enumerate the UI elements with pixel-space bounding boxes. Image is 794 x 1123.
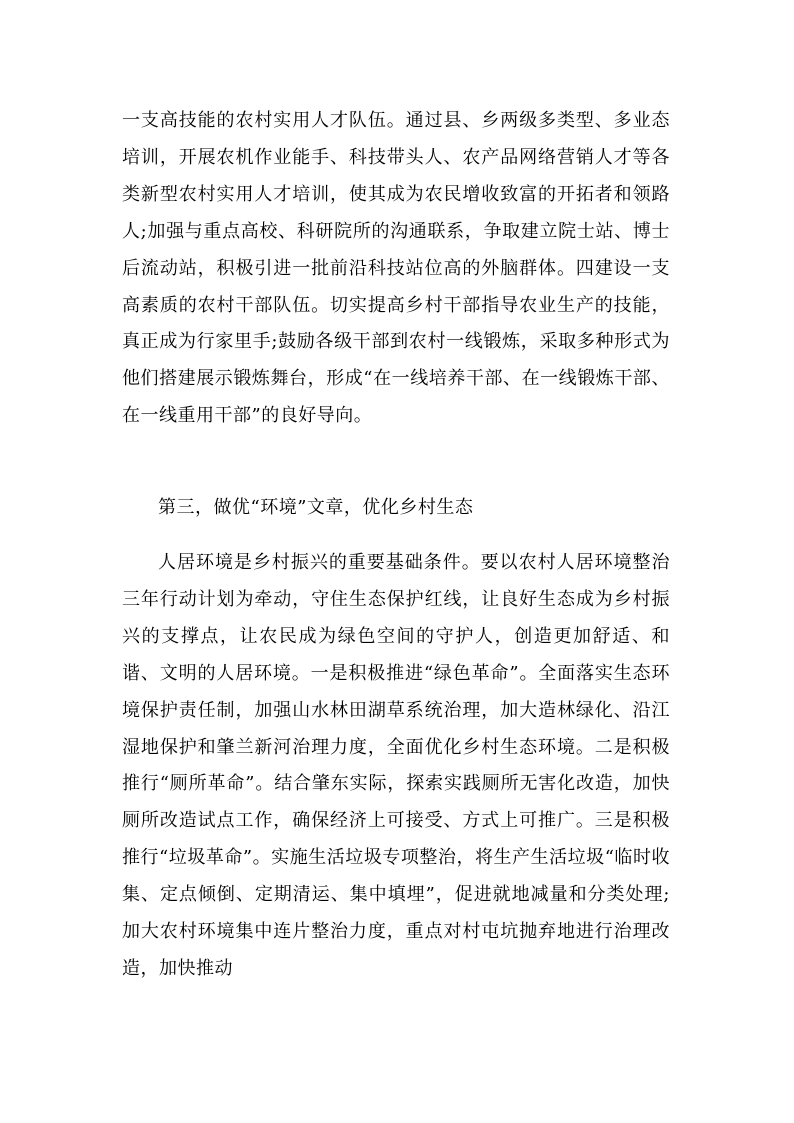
- body-paragraph-2: 人居环境是乡村振兴的重要基础条件。要以农村人居环境整治三年行动计划为牵动，守住生态保护红线，让良好生态成为乡村振兴的支撑点，让农民成为绿色空间的守护人，创造更加舒适、和谐、文明的人居环境。一是积极推进“绿色革命”。全面落实生态环境保护责任制，加强山水林田湖草系统治理，加大造林绿化、沿江湿地保护和肇兰新河治理力度，全面优化乡村生态环境。二是积极推行“厕所革命”。结合肇东实际，探索实践厕所无害化改造，加快厕所改造试点工作，确保经济上可接受、方式上可推广。三是积极推行“垃圾革命”。实施生活垃圾专项整治，将生产生活垃圾“临时收集、定点倾倒、定期清运、集中填埋”，促进就地减量和分类处理;加大农村环境集中连片整治力度，重点对村屯坑抛弃地进行治理改造，加快推动: [122, 552, 670, 979]
- section-heading: 第三，做优“环境”文章，优化乡村生态: [158, 497, 474, 518]
- body-paragraph-1: 一支高技能的农村实用人才队伍。通过县、乡两级多类型、多业态培训，开展农机作业能手、科技带头人、农产品网络营销人才等各类新型农村实用人才培训，使其成为农民增收致富的开拓者和领路人;加强与重点高校、科研院所的沟通联系，争取建立院士站、博士后流动站，积极引进一批前沿科技站位高的外脑群体。四建设一支高素质的农村干部队伍。切实提高乡村干部指导农业生产的技能，真正成为行家里手;鼓励各级干部到农村一线锻炼，采取多种形式为他们搭建展示锻炼舞台，形成“在一线培养干部、在一线锻炼干部、在一线重用干部”的良好导向。: [122, 110, 670, 427]
